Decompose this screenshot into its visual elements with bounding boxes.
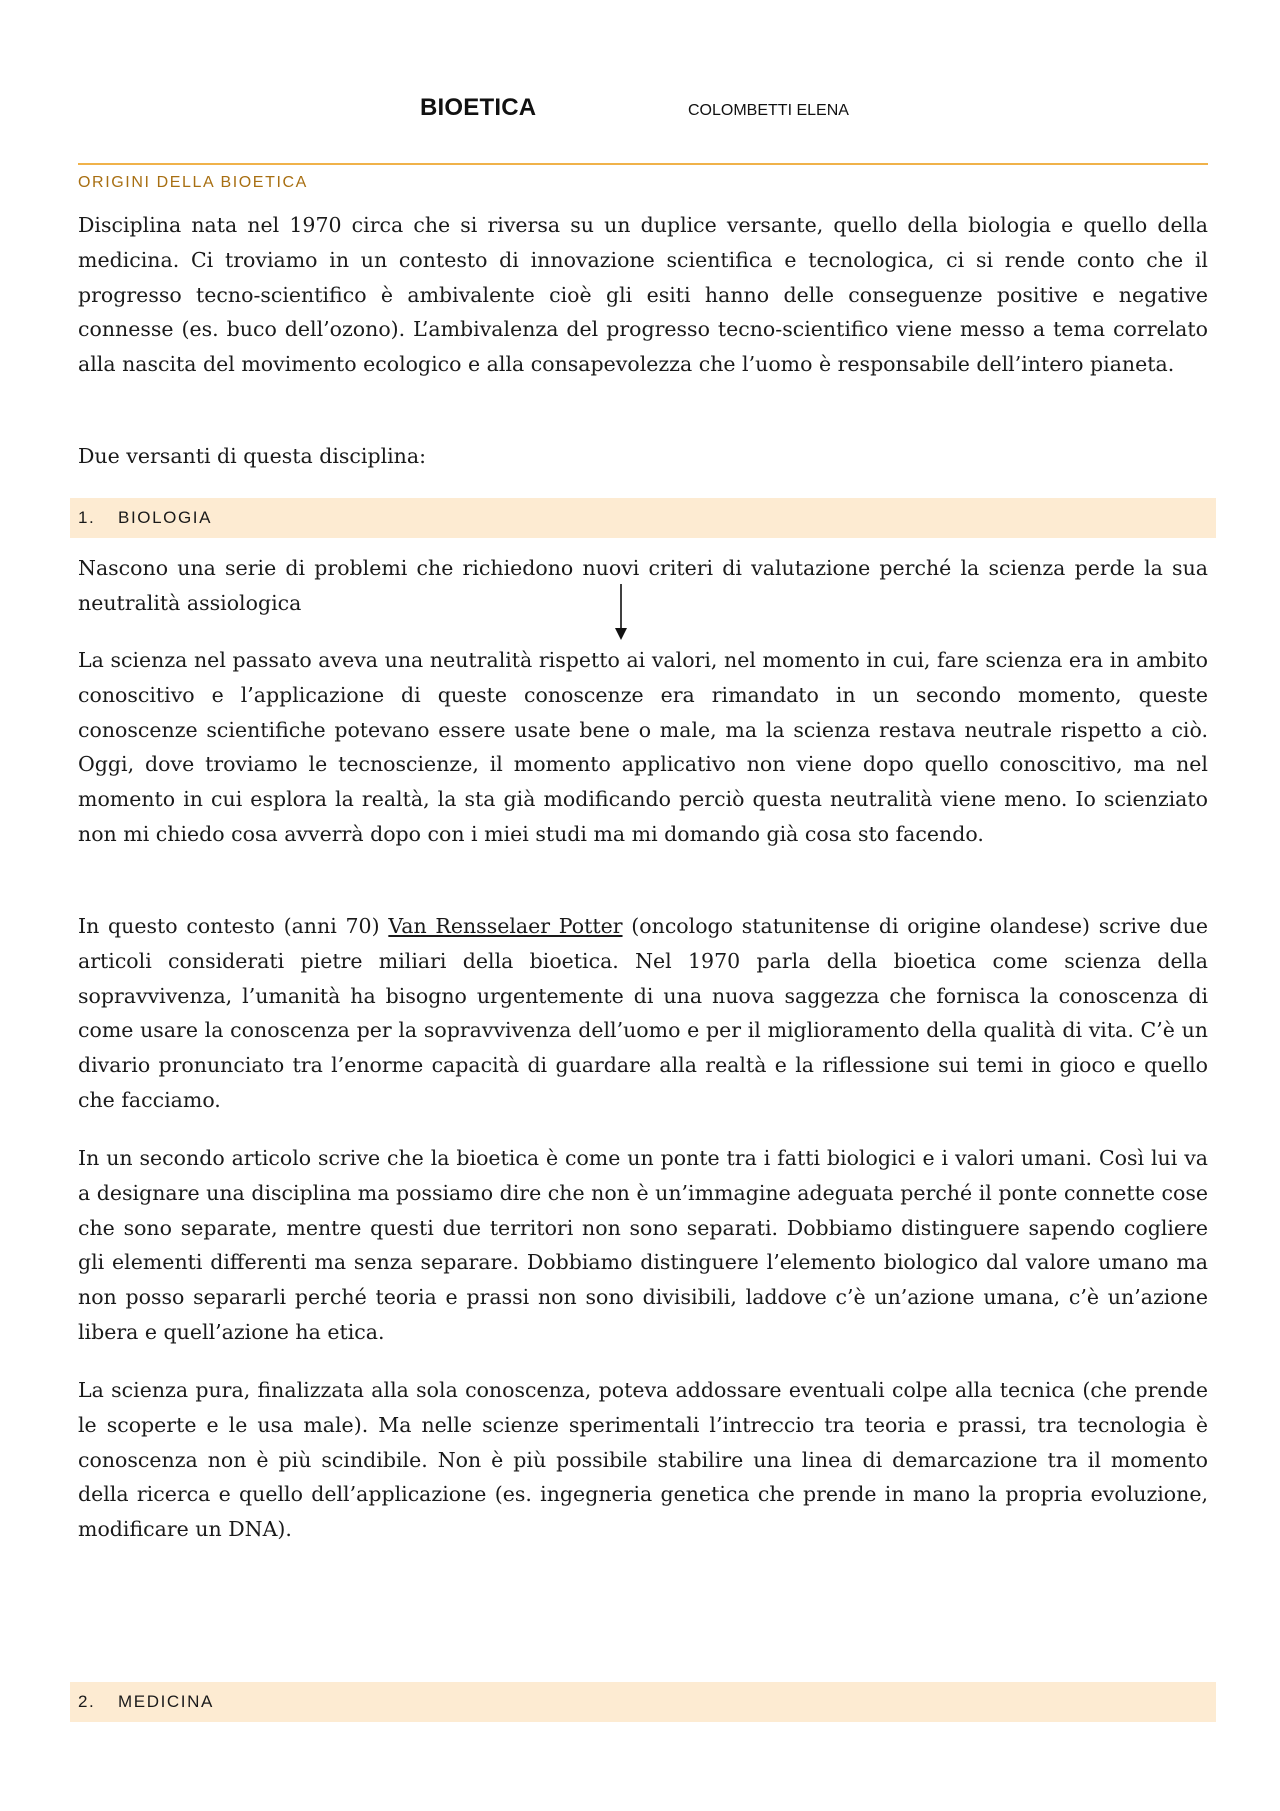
potter-text-after: (oncologo statunitense di origine olandese) scrive due articoli considerati pietre miliari della bioetica. Nel 1970 parla della bioetica come scienza della sopravvivenza, l’umanità ha bisogno urgentemente di una nuova saggezza che fornisca la conoscenza di come usare la conoscenza per la sopravvivenza dell’uomo e per il miglioramento della qualità di vita. C’è un divario pronunciato tra l’enorme capacità di guardare alla realtà e la riflessione sui temi in gioco e quello che facciamo. [78,914,1208,1112]
header-divider [78,163,1208,165]
heading-band-biologia [70,498,1216,538]
section-heading: ORIGINI DELLA BIOETICA [78,174,308,191]
potter-name: Van Rensselaer Potter [388,914,623,938]
secondo-articolo-paragraph: In un secondo articolo scrive che la bioetica è come un ponte tra i fatti biologici e i valori umani. Così lui va a designare una disciplina ma possiamo dire che non è un’immagine adeguata perché il ponte connette cose che sono separate, mentre questi due territori non sono separati. Dobbiamo distinguere sapendo cogliere gli elementi differenti ma senza separare. Dobbiamo distinguere l’elemento biologico dal valore umano ma non posso separarli perché teoria e prassi non sono divisibili, laddove c’è un’azione umana, c’è un’azione libera e quell’azione ha etica. [78,1146,1208,1344]
band-label: MEDICINA [118,1692,214,1711]
due-versanti-paragraph: Due versanti di questa disciplina: [78,444,427,468]
band-heading [78,508,212,528]
band-heading [78,1692,214,1712]
intro-paragraph: Disciplina nata nel 1970 circa che si riversa su un duplice versante, quello della biologia e quello della medicina. Ci troviamo in un contesto di innovazione scientifica e tecnologica, ci si rende conto che il progresso tecno-scientifico è ambivalente cioè gli esiti hanno delle conseguenze positive e negative connesse (es. buco dell’ozono). L’ambivalenza del progresso tecno-scientifico viene messo a tema correlato alla nascita del movimento ecologico e alla consapevolezza che l’uomo è responsabile dell’intero pianeta. [78,213,1208,377]
heading-band-medicina [70,1682,1216,1722]
document-author: COLOMBETTI ELENA [688,102,849,119]
band-label: BIOLOGIA [118,508,213,527]
scienza-pura-paragraph: La scienza pura, finalizzata alla sola conoscenza, poteva addossare eventuali colpe alla tecnica (che prende le scoperte e le usa male). Ma nelle scienze sperimentali l’intreccio tra teoria e prassi, tra tecnologia è conoscenza non è più scindibile. Non è più possibile stabilire una linea di demarcazione tra il momento della ricerca e quello dell’applicazione (es. ingegneria genetica che prende in mano la propria evoluzione, modificare un DNA). [78,1378,1208,1542]
page-header [0,94,1280,128]
scienza-passato-paragraph: La scienza nel passato aveva una neutralità rispetto ai valori, nel momento in cui, fare scienza era in ambito conoscitivo e l’applicazione di queste conoscenze era rimandato in un secondo momento, queste conoscenze scientifiche potevano essere usate bene o male, ma la scienza restava neutrale rispetto a ciò. Oggi, dove troviamo le tecnoscienze, il momento applicativo non viene dopo quello conoscitivo, ma nel momento in cui esplora la realtà, la sta già modificando perciò questa neutralità viene meno. Io scienziato non mi chiedo cosa avverrà dopo con i miei studi ma mi domando già cosa sto facendo. [78,648,1208,846]
potter-paragraph [78,909,1208,1118]
document-title: BIOETICA [420,94,537,121]
band-number: 2. [78,1692,96,1711]
potter-text-before: In questo contesto (anni 70) [78,914,389,938]
band-number: 1. [78,508,96,527]
nascono-paragraph: Nascono una serie di problemi che richiedono nuovi criteri di valutazione perché la scienza perde la sua neutralità assiologica [78,556,1208,615]
down-arrow-icon [614,584,628,640]
